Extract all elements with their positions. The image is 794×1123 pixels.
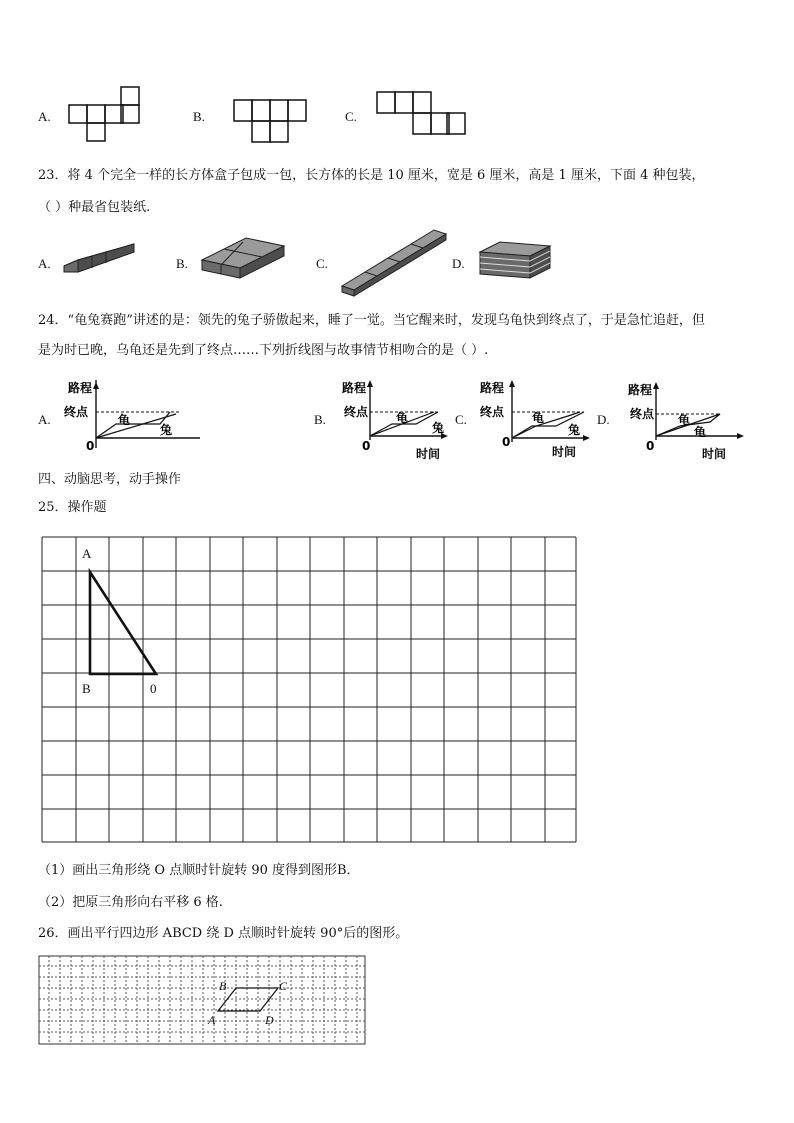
q24b-y-label: 路程 (342, 381, 367, 395)
q23-stem-line1: 23．将 4 个完全一样的长方体盒子包成一包，长方体的长是 10 厘米，宽是 6 厘米，高是 1 厘米，下面 4 种包装， (38, 168, 705, 183)
q24d-tortoise-1: 龟 (678, 413, 691, 427)
q26-vertex-c: C (279, 979, 288, 993)
q24c-x-label: 时间 (552, 445, 577, 459)
q23-package-d (478, 238, 552, 282)
q24b-x-label: 时间 (416, 447, 441, 461)
q24-option-c-label: C. (455, 412, 467, 427)
q26-vertex-a: A (208, 1013, 216, 1027)
q23-option-a-label: A. (38, 256, 51, 271)
q23-option-d-label: D. (452, 256, 465, 271)
q23-package-a (62, 236, 136, 282)
q24c-finish-label: 终点 (480, 405, 505, 419)
q23-option-c-label: C. (316, 256, 328, 271)
q24a-rabbit: 兔 (160, 423, 173, 437)
q25-title: 25．操作题 (38, 500, 107, 515)
q24b-finish-label: 终点 (344, 405, 369, 419)
q26-vertex-d: D (265, 1013, 274, 1027)
q25-triangle (90, 572, 156, 674)
q24b-tortoise: 龟 (396, 411, 409, 425)
q24c-y-label: 路程 (480, 381, 505, 395)
q26-title: 26．画出平行四边形 ABCD 绕 D 点顺时针旋转 90°后的图形。 (38, 926, 409, 941)
q25-grid (41, 536, 581, 846)
q22-net-b (233, 99, 307, 143)
q24a-tortoise: 龟 (118, 413, 131, 427)
q26-dotted-grid (38, 955, 368, 1047)
q22-option-a-label: A. (38, 109, 51, 124)
q23-package-b (200, 230, 286, 280)
q24-stem-line2: 是为时已晚，乌龟还是先到了终点……下列折线图与故事情节相吻合的是（ ）. (38, 343, 489, 358)
q24a-origin: 0 (86, 439, 95, 453)
q25-point-o: 0 (150, 681, 157, 696)
section4-title: 四、动脑思考，动手操作 (38, 472, 182, 487)
q24c-rabbit: 兔 (568, 423, 581, 437)
q24b-origin: 0 (362, 439, 371, 453)
q24d-y-label: 路程 (628, 383, 653, 397)
q24a-y-label: 路程 (68, 381, 93, 395)
q23-stem-line2: （ ）种最省包装纸. (38, 200, 151, 215)
q24-graph-a (60, 380, 210, 460)
q24-option-b-label: B. (314, 412, 326, 427)
q26-vertex-b: B (219, 979, 227, 993)
q24b-rabbit: 兔 (432, 421, 445, 435)
q24c-tortoise: 龟 (532, 411, 545, 425)
q22-net-c (376, 91, 466, 135)
q23-option-b-label: B. (176, 256, 188, 271)
q24-option-d-label: D. (597, 412, 610, 427)
q23-package-c (340, 226, 448, 298)
q24-graph-c (476, 376, 596, 460)
q24c-origin: 0 (502, 435, 511, 449)
q24-stem-line1: 24．“龟兔赛跑”讲述的是：领先的兔子骄傲起来，睡了一觉。当它醒来时，发现乌龟快到终点了，于是急忙追赶，但 (38, 313, 705, 328)
q25-task2: （2）把原三角形向右平移 6 格. (38, 895, 223, 910)
q24-graph-d (620, 378, 750, 462)
q25-point-a: A (82, 546, 92, 561)
q24d-x-label: 时间 (702, 447, 727, 461)
q22-option-c-label: C. (345, 109, 357, 124)
q22-option-b-label: B. (193, 109, 205, 124)
q24d-finish-label: 终点 (630, 407, 655, 421)
q25-point-b: B (82, 681, 91, 696)
q25-task1: （1）画出三角形绕 O 点顺时针旋转 90 度得到图形B． (38, 863, 360, 878)
q24-graph-b (334, 378, 454, 462)
q24-option-a-label: A. (38, 412, 51, 427)
q24d-origin: 0 (646, 439, 655, 453)
q24d-tortoise-2: 龟 (694, 425, 707, 439)
q24a-finish-label: 终点 (64, 405, 89, 419)
q22-net-a (68, 86, 140, 146)
